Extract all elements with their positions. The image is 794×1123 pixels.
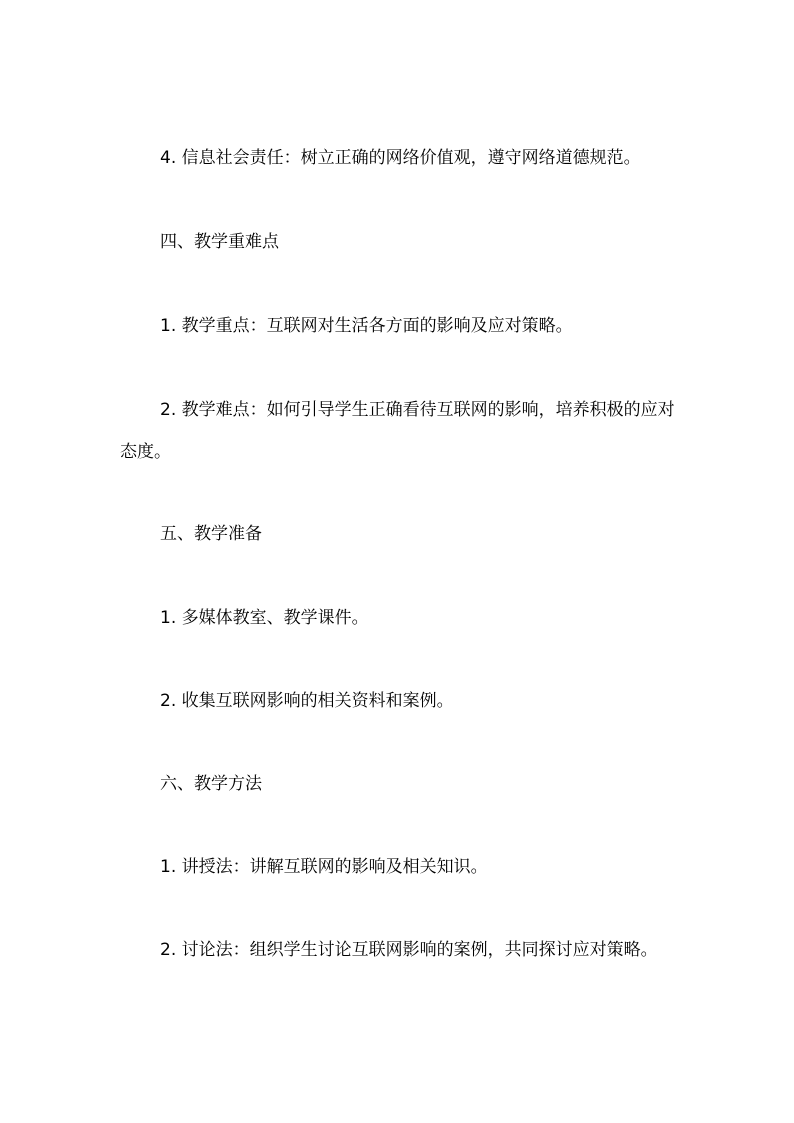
paragraph-lecture-method: 1. 讲授法：讲解互联网的影响及相关知识。 — [160, 857, 488, 877]
paragraph-discussion-method: 2. 讨论法：组织学生讨论互联网影响的案例，共同探讨应对策略。 — [160, 940, 658, 960]
paragraph-multimedia-classroom: 1. 多媒体教室、教学课件。 — [160, 608, 369, 628]
section-heading-key-difficult-points: 四、教学重难点 — [160, 232, 279, 252]
paragraph-collect-materials: 2. 收集互联网影响的相关资料和案例。 — [160, 691, 454, 711]
section-heading-teaching-preparation: 五、教学准备 — [160, 524, 262, 544]
section-heading-teaching-methods: 六、教学方法 — [160, 774, 262, 794]
paragraph-information-social-responsibility: 4. 信息社会责任：树立正确的网络价值观，遵守网络道德规范。 — [160, 148, 641, 168]
paragraph-teaching-difficult-point: 2. 教学难点：如何引导学生正确看待互联网的影响，培养积极的应对态度。 — [120, 400, 675, 462]
paragraph-teaching-key-point: 1. 教学重点：互联网对生活各方面的影响及应对策略。 — [160, 316, 573, 336]
